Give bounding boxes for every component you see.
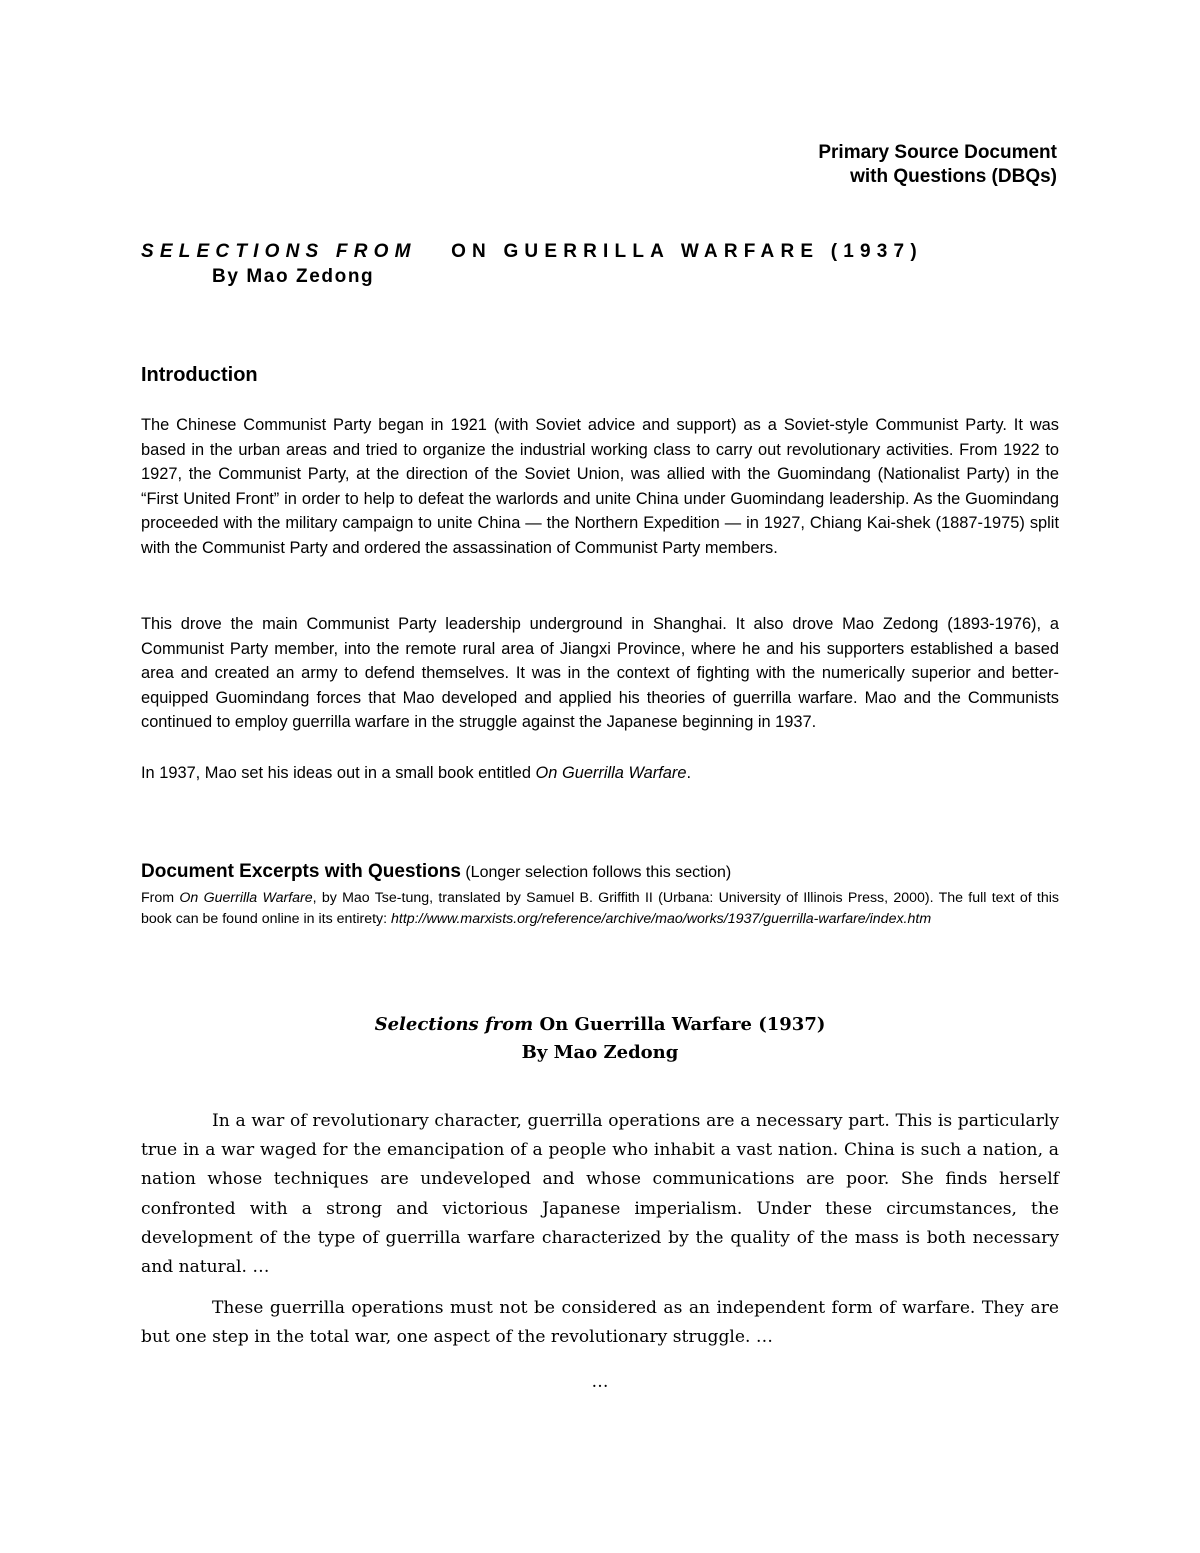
selection-title [0, 1011, 1200, 1039]
ellipsis-separator: … [591, 1372, 609, 1392]
introduction-paragraph-3-end: . [686, 764, 691, 782]
title-prefix: SELECTIONS FROM [141, 241, 417, 262]
citation-book: On Guerrilla Warfare [179, 890, 313, 906]
citation-prefix: From [141, 890, 180, 906]
document-type-label [818, 141, 1057, 189]
document-byline: By Mao Zedong [212, 266, 375, 287]
document-title [141, 241, 923, 263]
selection-byline: By Mao Zedong [521, 1042, 679, 1063]
selection-title-main: On Guerrilla Warfare (1937) [533, 1014, 826, 1035]
citation-details: , by Mao Tse-tung, translated by Samuel B. Griffith II (Urbana: University of Illinois Press, 2000). The full text of this book can be found online in its entirety: [141, 890, 1060, 927]
book-title: On Guerrilla Warfare [535, 764, 687, 782]
document-type-line-1: Primary Source Document [818, 142, 1057, 163]
introduction-paragraph-3 [141, 761, 1059, 786]
title-main: ON GUERRILLA WARFARE (1937) [451, 241, 923, 262]
selection-paragraph-2: These guerrilla operations must not be considered as an independent form of warfare. They are but one step in the total war, one aspect of the revolutionary struggle. … [141, 1298, 1059, 1348]
introduction-paragraph-1: The Chinese Communist Party began in 1921 (with Soviet advice and support) as a Soviet-style Communist Party. It was based in the urban areas and tried to organize the industrial working class to carry out revolutionary activities. From 1922 to 1927, the Communist Party, at the direction of the Soviet Union, was allied with the Guomindang (Nationalist Party) in the “First United Front” in order to help to defeat the warlords and unite China under Guomindang leadership. As the Guomindang proceeded with the military campaign to unite China — the Northern Expedition — in 1927, Chiang Kai-shek (1887-1975) split with the Communist Party and ordered the assassination of Communist Party members. [141, 416, 1059, 557]
excerpts-heading-title: Document Excerpts with Questions [141, 861, 461, 882]
selection-paragraph-1: In a war of revolutionary character, guerrilla operations are a necessary part. This is particularly true in a war waged for the emancipation of a people who inhabit a vast nation. China is such a nation, a nation whose techniques are undeveloped and whose communications are poor. She finds herself confronted with a strong and victorious Japanese imperialism. Under these circumstances, the development of the type of guerrilla warfare characterized by the quality of the mass is both necessary and natural. … [141, 1111, 1059, 1278]
selection-title-prefix: Selections from [374, 1014, 534, 1035]
document-type-line-2: with Questions (DBQs) [850, 166, 1057, 187]
source-url-link[interactable]: http://www.marxists.org/reference/archive/mao/works/1937/guerrilla-warfare/index.htm [391, 910, 932, 927]
excerpts-heading [141, 861, 731, 883]
introduction-paragraph-3-text: In 1937, Mao set his ideas out in a small book entitled [141, 764, 536, 782]
source-citation [141, 888, 1059, 929]
introduction-heading: Introduction [141, 364, 258, 386]
introduction-paragraph-2: This drove the main Communist Party leadership underground in Shanghai. It also drove Mao Zedong (1893-1976), a Communist Party member, into the remote rural area of Jiangxi Province, where he and his supporters established a based area and created an army to defend themselves. It was in the context of fighting with the numerically superior and better-equipped Guomindang forces that Mao developed and applied his theories of guerrilla warfare. Mao and the Communists continued to employ guerrilla warfare in the struggle against the Japanese beginning in 1937. [141, 615, 1059, 732]
excerpts-heading-note: (Longer selection follows this section) [460, 864, 732, 881]
